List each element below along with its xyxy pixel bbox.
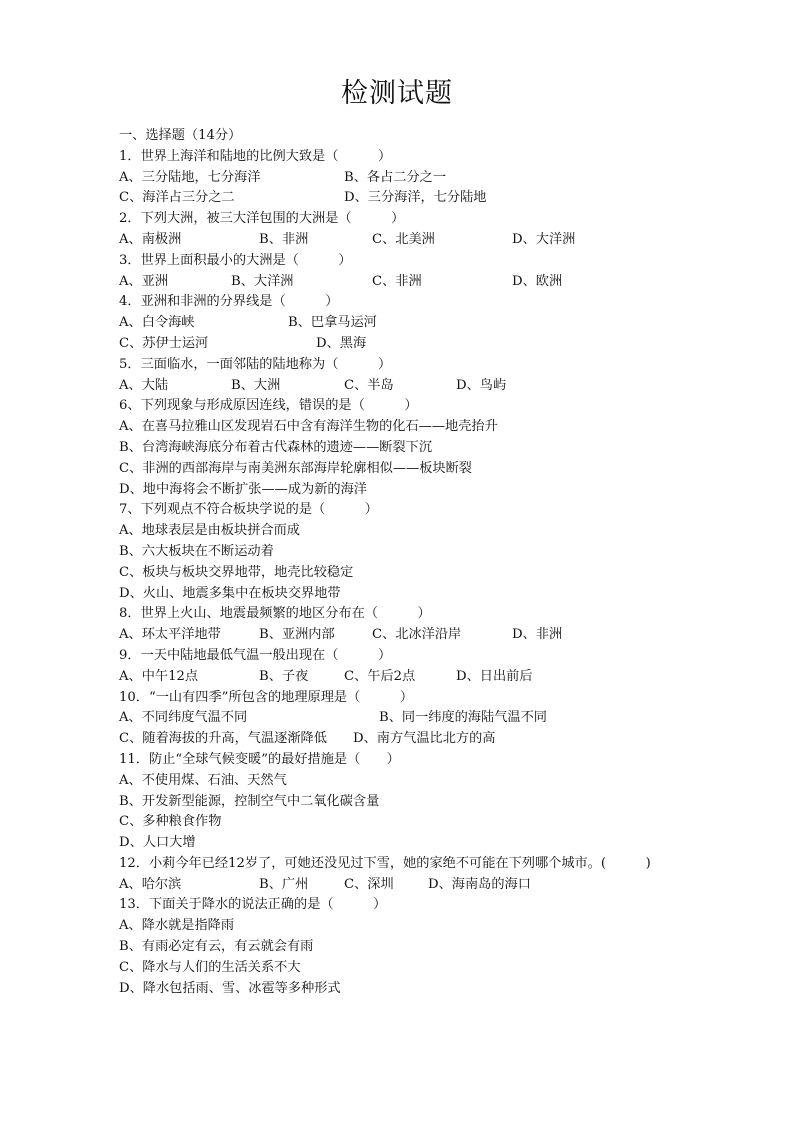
question-8: 8．世界上火山、地震最频繁的地区分布在（ ） xyxy=(119,606,431,622)
option-b[interactable]: B、各占二分之一 xyxy=(344,169,447,185)
question-10: 10．“一山有四季”所包含的地理原理是（ ） xyxy=(119,689,414,705)
option-d[interactable]: D、黑海 xyxy=(316,335,367,351)
option-d[interactable]: D、非洲 xyxy=(512,627,563,643)
option-c[interactable]: C、板块与板块交界地带，地壳比较稳定 xyxy=(119,564,354,580)
question-5: 5．三面临水，一面邻陆的陆地称为（ ） xyxy=(119,356,392,372)
option-d[interactable]: D、鸟屿 xyxy=(456,377,507,393)
option-b[interactable]: B、大洲 xyxy=(231,377,281,393)
option-d[interactable]: D、日出前后 xyxy=(456,668,533,684)
option-b[interactable]: B、非洲 xyxy=(259,231,309,247)
option-a[interactable]: A、南极洲 xyxy=(119,231,182,247)
question-10-options-row-2 xyxy=(119,729,779,750)
question-12-options xyxy=(119,875,779,896)
question-1-options-row-1 xyxy=(119,168,779,189)
option-b[interactable]: B、巴拿马运河 xyxy=(288,315,377,331)
option-d[interactable]: D、降水包括雨、雪、冰雹等多种形式 xyxy=(119,980,341,996)
question-7: 7、下列观点不符合板块学说的是（ ） xyxy=(119,502,378,518)
option-a[interactable]: A、中午12点 xyxy=(119,668,199,684)
question-9-options xyxy=(119,667,779,688)
question-9: 9．一天中陆地最低气温一般出现在（ ） xyxy=(119,647,392,663)
question-4-options-row-1 xyxy=(119,313,779,334)
option-d[interactable]: D、欧洲 xyxy=(512,273,563,289)
option-d[interactable]: D、火山、地震多集中在板块交界地带 xyxy=(119,585,341,601)
option-b[interactable]: B、台湾海峡海底分布着古代森林的遗迹——断裂下沉 xyxy=(119,439,433,455)
option-c[interactable]: C、北美洲 xyxy=(372,231,435,247)
option-c[interactable]: C、降水与人们的生活关系不大 xyxy=(119,959,301,975)
option-c[interactable]: C、非洲 xyxy=(372,273,422,289)
option-c[interactable]: C、北冰洋沿岸 xyxy=(372,627,462,643)
option-b[interactable]: B、亚洲内部 xyxy=(259,627,335,643)
option-c[interactable]: C、午后2点 xyxy=(344,668,416,684)
question-list xyxy=(119,126,779,999)
question-11: 11．防止“全球气候变暖”的最好措施是（ ） xyxy=(119,751,400,767)
option-b[interactable]: B、广州 xyxy=(259,876,309,892)
option-c[interactable]: C、苏伊士运河 xyxy=(119,335,209,351)
option-a[interactable]: A、不同纬度气温不同 xyxy=(119,710,248,726)
option-d[interactable]: D、地中海将会不断扩张——成为新的海洋 xyxy=(119,481,367,497)
option-c[interactable]: C、随着海拔的升高，气温逐渐降低 xyxy=(119,731,327,747)
option-d[interactable]: D、三分海洋，七分陆地 xyxy=(344,190,487,206)
option-c[interactable]: C、半岛 xyxy=(344,377,394,393)
question-2: 2．下列大洲，被三大洋包围的大洲是（ ） xyxy=(119,211,405,227)
option-c[interactable]: C、海洋占三分之二 xyxy=(119,190,235,206)
option-b[interactable]: B、同一纬度的海陆气温不同 xyxy=(379,710,547,726)
option-b[interactable]: B、有雨必定有云，有云就会有雨 xyxy=(119,939,314,955)
option-d[interactable]: D、南方气温比北方的高 xyxy=(353,731,496,747)
option-c[interactable]: C、多种粮食作物 xyxy=(119,814,222,830)
option-a[interactable]: A、环太平洋地带 xyxy=(119,627,221,643)
question-3-options xyxy=(119,272,779,293)
option-c[interactable]: C、非洲的西部海岸与南美洲东部海岸轮廓相似——板块断裂 xyxy=(119,460,472,476)
option-a[interactable]: A、地球表层是由板块拼合而成 xyxy=(119,523,300,539)
option-a[interactable]: A、大陆 xyxy=(119,377,169,393)
option-d[interactable]: D、大洋洲 xyxy=(512,231,576,247)
question-3: 3．世界上面积最小的大洲是（ ） xyxy=(119,252,352,268)
option-b[interactable]: B、六大板块在不断运动着 xyxy=(119,543,274,559)
option-a[interactable]: A、降水就是指降雨 xyxy=(119,918,235,934)
option-d[interactable]: D、海南岛的海口 xyxy=(428,876,531,892)
question-13: 13．下面关于降水的说法正确的是（ ） xyxy=(119,897,387,913)
option-b[interactable]: B、子夜 xyxy=(259,668,309,684)
option-a[interactable]: A、不使用煤、石油、天然气 xyxy=(119,772,287,788)
option-d[interactable]: D、人口大增 xyxy=(119,835,196,851)
question-2-options xyxy=(119,230,779,251)
option-b[interactable]: B、开发新型能源，控制空气中二氧化碳含量 xyxy=(119,793,380,809)
option-a[interactable]: A、哈尔滨 xyxy=(119,876,182,892)
option-a[interactable]: A、白令海峡 xyxy=(119,315,195,331)
question-4-options-row-2 xyxy=(119,334,779,355)
option-a[interactable]: A、三分陆地，七分海洋 xyxy=(119,169,261,185)
option-a[interactable]: A、亚洲 xyxy=(119,273,169,289)
question-1: 1．世界上海洋和陆地的比例大致是（ ） xyxy=(119,148,392,164)
page-title: 检测试题 xyxy=(341,78,453,109)
option-c[interactable]: C、深圳 xyxy=(344,876,394,892)
section-heading: 一、选择题（14分） xyxy=(119,128,242,143)
question-6: 6、下列现象与形成原因连线，错误的是（ ） xyxy=(119,398,418,414)
question-5-options xyxy=(119,376,779,397)
question-1-options-row-2 xyxy=(119,188,779,209)
option-b[interactable]: B、大洋洲 xyxy=(231,273,294,289)
question-4: 4．亚洲和非洲的分界线是（ ） xyxy=(119,294,339,310)
question-12: 12．小莉今年已经12岁了，可她还没见过下雪，她的家绝不可能在下列哪个城市。( ) xyxy=(119,855,651,871)
question-10-options-row-1 xyxy=(119,708,779,729)
option-a[interactable]: A、在喜马拉雅山区发现岩石中含有海洋生物的化石——地壳抬升 xyxy=(119,419,498,435)
question-8-options xyxy=(119,625,779,646)
